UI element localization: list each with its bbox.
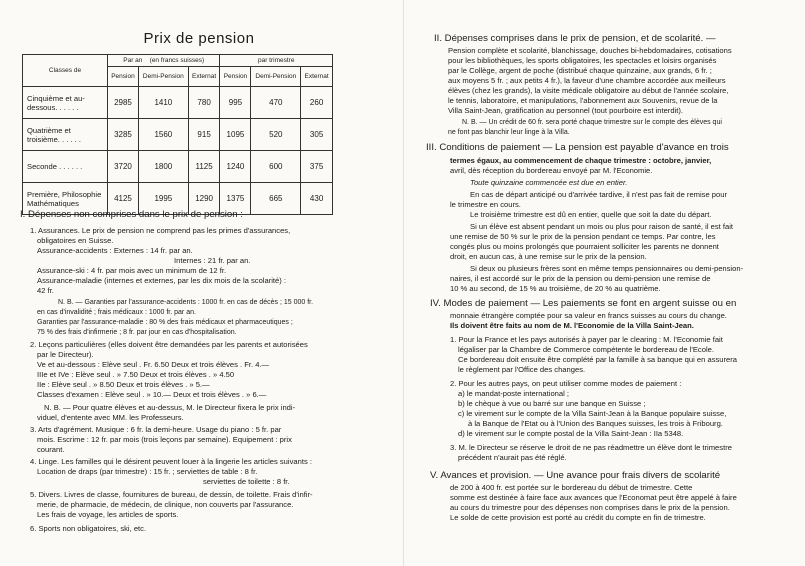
cell: 1095 [220, 119, 251, 151]
text-line: courant. [37, 445, 65, 454]
section-heading: II. Dépenses comprises dans le prix de pension, et de scolarité. — [434, 33, 716, 44]
cell: 1800 [138, 151, 188, 183]
text-line: b) le chèque à vue ou barré sur une banque en Suisse ; [458, 399, 646, 408]
text-line: droit, en aucun cas, à une remise sur le prix de la pension. [450, 252, 647, 261]
cell: 2985 [108, 87, 139, 119]
text-line: précédent n'aurait pas été réglé. [458, 453, 567, 462]
text-line: 3. M. le Directeur se réserve le droit de ne pas réadmettre un élève dont le trimestre [450, 443, 732, 452]
text-line: congés plus ou moins prolongés que pourraient solliciter les parents ne donnent [450, 242, 719, 251]
text-line: en cas d'invalidité ; frais médicaux : 1000 fr. par an. [37, 309, 196, 316]
text-line: 75 % des frais d'infirmerie ; 8 fr. par jour en cas d'hospitalisation. [37, 329, 237, 336]
text-line: Assurance-maladie (internes et externes, par les dix mois de la scolarité) : [37, 276, 287, 285]
text-line: 3. Arts d'agrément. Musique : 6 fr. la demi-heure. Usage du piano : 5 fr. par [30, 425, 282, 434]
text-line: 4. Linge. Les familles qui le désirent peuvent louer à la lingerie les articles suivants : [30, 457, 312, 466]
page-title: Prix de pension [143, 30, 255, 47]
text-line: par le Collège, argent de poche (distribué chaque quinzaine, aux grands, 6 fr. ; [448, 66, 712, 75]
cell: 305 [301, 119, 333, 151]
cell: 260 [301, 87, 333, 119]
text-line: de 200 à 400 fr. est portée sur le bordereau du début de trimestre. Cette [450, 483, 693, 492]
cell: 915 [188, 119, 220, 151]
cell: 4125 [108, 183, 139, 215]
text-line: Si un élève est absent pendant un mois ou plus pour raison de santé, il est fait [470, 222, 733, 231]
text-line: a) le mandat-poste international ; [458, 389, 570, 398]
cell: 375 [301, 151, 333, 183]
text-line: avril, dès réception du bordereau envoyé par M. l'Economie. [450, 166, 653, 175]
cell: 1560 [138, 119, 188, 151]
col-group-francs: (en francs suisses) [149, 57, 205, 64]
text-line: IIIe et IVe : Elève seul . » 7.50 Deux et trois élèves . » 4.50 [37, 370, 235, 379]
fees-table [22, 54, 333, 215]
text-line: N. B. — Pour quatre élèves et au-dessus, M. le Directeur fixera le prix indi- [44, 403, 296, 412]
text-line: le trimestre en cours. [450, 200, 521, 209]
text-line: ne font pas blanchir leur linge à la Villa. [448, 129, 570, 136]
text-line: viduel, d'entente avec MM. les Professeurs. [37, 413, 184, 422]
cell: 1375 [220, 183, 251, 215]
text-line: Le solde de cette provision est porté au crédit du compte en fin de trimestre. [450, 513, 706, 522]
cell: 780 [188, 87, 220, 119]
cell: 995 [220, 87, 251, 119]
right-page [412, 0, 802, 566]
row-label: Quatrième et troisième. . . . . . [23, 119, 108, 151]
row-label: Cinquième et au-dessous. . . . . . [23, 87, 108, 119]
text-line: d) le virement sur le compte postal de la Villa Saint-Jean : IIa 5348. [458, 429, 684, 438]
cell: 1240 [220, 151, 251, 183]
text-line: c) le virement sur le compte de la Villa Saint-Jean à la Banque populaire suisse, [458, 409, 727, 418]
table-row [23, 119, 333, 151]
text-line: légaliser par la Chambre de Commerce compétente le bordereau de l'Ecole. [458, 345, 714, 354]
page-fold-divider [403, 0, 404, 566]
cell: 430 [301, 183, 333, 215]
text-line: par le Directeur). [37, 350, 94, 359]
cell: 3285 [108, 119, 139, 151]
text-line: monnaie étrangère comptée pour sa valeur en francs suisses au cours du change. [450, 311, 727, 320]
cell: 665 [251, 183, 301, 215]
cell: 1125 [188, 151, 220, 183]
cell: 470 [251, 87, 301, 119]
text-line: 2. Leçons particulières (elles doivent être demandées par les parents et autorisées [30, 340, 308, 349]
text-line: Pension complète et scolarité, blanchissage, douches bi-hebdomadaires, cotisations [448, 46, 732, 55]
text-line: N. B. — Un crédit de 60 fr. sera porté chaque trimestre sur le compte des élèves qui [462, 119, 722, 126]
text-line: Location de draps (par trimestre) : 15 fr. ; serviettes de table : 8 fr. [37, 467, 258, 476]
text-line: Les frais de voyage, les articles de sports. [37, 510, 179, 519]
left-page [0, 0, 398, 566]
text-line: merie, de pharmacie, de médecin, de clinique, non couverts par l'assurance. [37, 500, 294, 509]
text-line: Ce bordereau doit ensuite être complété par la famille à sa banque qui en assurera [458, 355, 738, 364]
section-heading: I. Dépenses non comprises dans le prix de pension : [20, 209, 243, 220]
text-line: 1. Assurances. Le prix de pension ne comprend pas les primes d'assurances, [30, 226, 291, 235]
text-line: somme est destinée à faire face aux avances que l'Economat peut être appelé à faire [450, 493, 737, 502]
text-line: Assurance-accidents : Externes : 14 fr. par an. [37, 246, 193, 255]
text-line: 1. Pour la France et les pays autorisés à payer par le clearing : M. l'Economie fait [450, 335, 723, 344]
row-label: Première, Philosophie Mathématiques [23, 183, 108, 215]
col-header: Pension [220, 67, 251, 87]
text-line: Toute quinzaine commencée est due en entier. [470, 178, 628, 187]
text-line: Assurance-ski : 4 fr. par mois avec un minimum de 12 fr. [37, 266, 227, 275]
text-line: En cas de départ anticipé ou d'arrivée tardive, il n'est pas fait de remise pour [470, 190, 728, 199]
text-line: à la Banque de l'Etat ou à l'Union des Banques suisses, les trois à Fribourg. [468, 419, 723, 428]
text-line: Ve et au-dessous : Elève seul . Fr. 6.50 Deux et trois élèves . Fr. 4.— [37, 360, 270, 369]
section-heading: V. Avances et provision. — Une avance pour frais divers de scolarité [430, 470, 721, 481]
col-header: Externat [301, 67, 333, 87]
text-line: naires, il est accordé sur le prix de la pension ou demi-pension une remise de [450, 274, 711, 283]
col-group-par-trimestre: par trimestre [220, 55, 333, 67]
col-header: Externat [188, 67, 220, 87]
cell: 3720 [108, 151, 139, 183]
col-header: Pension [108, 67, 139, 87]
section-heading: III. Conditions de paiement — La pension est payable d'avance en trois [426, 142, 729, 153]
table-head-label: Classes de [23, 55, 108, 87]
text-line: au cours du trimestre pour des dépenses non comprises dans le prix de la pension. [450, 503, 730, 512]
text-line: le règlement par l'Office des changes. [458, 365, 586, 374]
text-line: mois. Escrime : 12 fr. par mois (trois leçons par semaine). Equipement : prix [37, 435, 292, 444]
text-line: pour les bibliothèques, les sports obligatoires, les spectacles et loisirs organisés [448, 56, 717, 65]
text-line: Villa Saint-Jean, gratification au personnel (tout pourboire est interdit). [448, 106, 683, 115]
text-line: Garanties par l'assurance-maladie : 80 % des frais médicaux et pharmaceutiques ; [37, 319, 293, 326]
text-line: élèves (chez les grands), la visite médicale obligatoire au début de l'année scolaire, [448, 86, 729, 95]
text-line: IIe : Elève seul . » 8.50 Deux et trois élèves . » 5.— [37, 380, 210, 389]
col-header: Demi-Pension [138, 67, 188, 87]
row-label: Seconde . . . . . . [23, 151, 108, 183]
text-line: 5. Divers. Livres de classe, fournitures de bureau, de dessin, de toilette. Frais d'infir- [30, 490, 313, 499]
text-line: serviettes de toilette : 8 fr. [203, 477, 290, 486]
cell: 520 [251, 119, 301, 151]
table-row [23, 151, 333, 183]
text-line: Ils doivent être faits au nom de M. l'Economie de la Villa Saint-Jean. [450, 321, 694, 330]
col-group-par-an: Par an [123, 57, 143, 64]
cell: 1995 [138, 183, 188, 215]
table-row [23, 87, 333, 119]
text-line: aux moyens 5 fr. ; aux petits 4 fr.), la faveur d'une chambre accordée aux meilleurs [448, 76, 726, 85]
text-line: 6. Sports non obligatoires, ski, etc. [30, 524, 147, 533]
cell: 600 [251, 151, 301, 183]
text-line: 42 fr. [37, 286, 54, 295]
text-line: 10 % au second, de 15 % au troisième, de 20 % au quatrième. [450, 284, 661, 293]
text-line: N. B. — Garanties par l'assurance-accidents : 1000 fr. en cas de décès ; 15 000 fr. [58, 299, 314, 306]
section-heading: IV. Modes de paiement — Les paiements se font en argent suisse ou en [430, 298, 737, 309]
col-header: Demi-Pension [251, 67, 301, 87]
text-line: Le troisième trimestre est dû en entier, quelle que soit la date du départ. [470, 210, 712, 219]
cell: 1410 [138, 87, 188, 119]
text-line: Si deux ou plusieurs frères sont en même temps pensionnaires ou demi-pension- [470, 264, 744, 273]
text-line: Classes d'examen : Elève seul . » 10.— Deux et trois élèves . » 6.— [37, 390, 267, 399]
text-line: obligatoires en Suisse. [37, 236, 114, 245]
text-line: une remise de 50 % sur le prix de la pension pendant ce temps. Par contre, les [450, 232, 716, 241]
text-line: le tennis, laboratoire, et manipulations, l'abonnement aux Souvenirs, revue de la [448, 96, 718, 105]
text-line: 2. Pour les autres pays, on peut utiliser comme modes de paiement : [450, 379, 682, 388]
text-line: Internes : 21 fr. par an. [174, 256, 251, 265]
cell: 1290 [188, 183, 220, 215]
text-line: termes égaux, au commencement de chaque trimestre : octobre, janvier, [450, 156, 712, 165]
